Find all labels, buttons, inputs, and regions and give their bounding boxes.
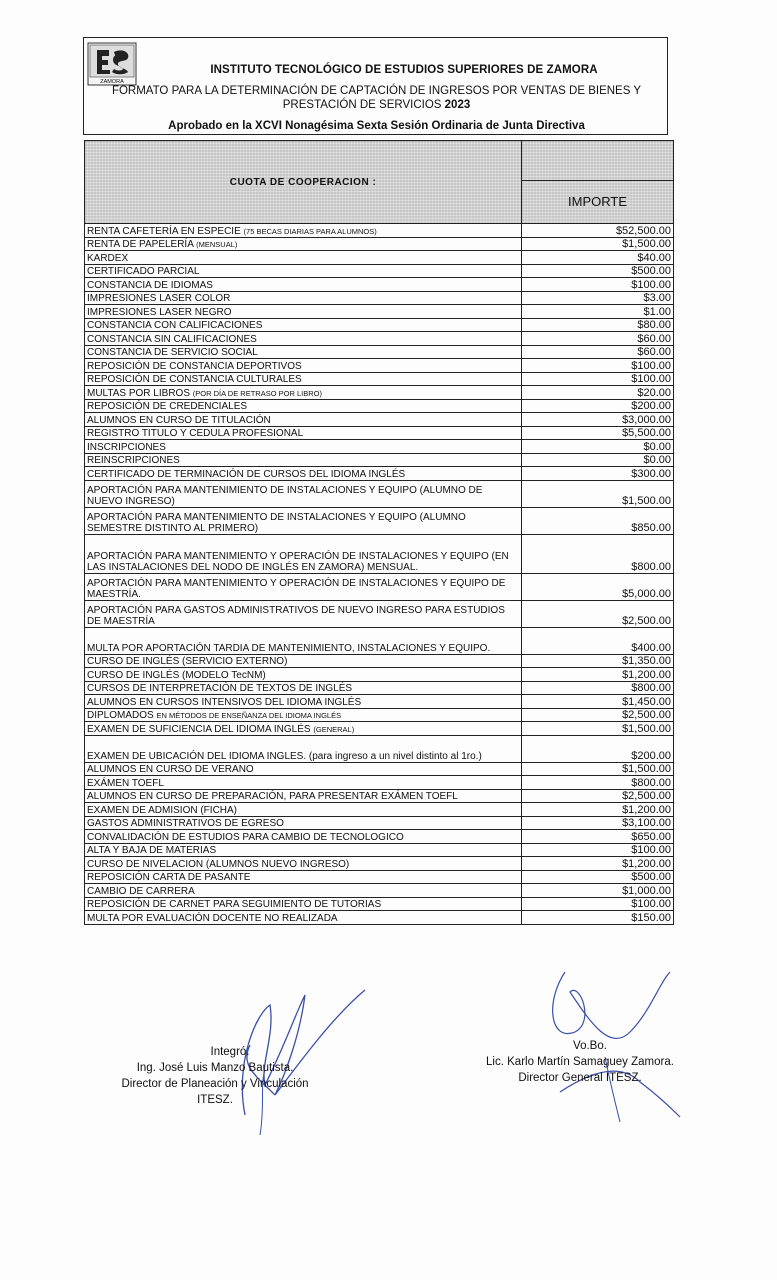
signature-right-role: Vo.Bo. (573, 1040, 607, 1052)
table-row (85, 318, 674, 332)
signature-left-title: Director de Planeación y Vinculación (121, 1078, 309, 1090)
fee-concept (85, 251, 522, 265)
fee-concept (85, 224, 522, 238)
fee-amount: $500.00 (522, 870, 674, 884)
fee-concept (85, 843, 522, 857)
fee-concept (85, 264, 522, 278)
fee-concept-text: CONSTANCIA DE SERVICIO SOCIAL (87, 347, 258, 358)
fee-concept-text: RENTA DE PAPELERÍA (87, 239, 197, 250)
fee-concept-note: (POR DÍA DE RETRASO POR LIBRO) (192, 388, 322, 398)
fee-amount: $1,500.00 (522, 480, 674, 507)
table-header-row (85, 141, 674, 224)
table-row (85, 399, 674, 413)
fee-concept-text: REPOSICIÓN DE CARNET PARA SEGUIMIENTO DE TUTORIAS (87, 899, 382, 910)
fee-concept (85, 627, 522, 654)
fee-concept-text: REGISTRO TITULO Y CEDULA PROFESIONAL (87, 428, 304, 439)
fee-amount: $1,350.00 (522, 654, 674, 668)
fee-concept-text: ALUMNOS EN CURSOS INTENSIVOS DEL IDIOMA INGLÉS (87, 696, 362, 708)
signature-right-name: Lic. Karlo Martín Samaguey Zamora. (486, 1056, 674, 1068)
table-row (85, 857, 674, 871)
fee-concept-text: KARDEX (87, 252, 129, 264)
fee-concept (85, 722, 522, 736)
fee-concept (85, 345, 522, 359)
fee-amount: $300.00 (522, 467, 674, 481)
fee-amount: $3.00 (522, 291, 674, 305)
fee-amount: $2,500.00 (522, 708, 674, 722)
fee-concept-text: CURSO DE INGLÉS (MODELO TecNM) (87, 669, 266, 681)
fee-concept-text: APORTACIÓN PARA MANTENIMIENTO DE INSTALACIONES Y EQUIPO (ALUMNO DE NUEVO INGRESO) (87, 484, 483, 507)
fee-amount: $20.00 (522, 386, 674, 400)
fee-concept (85, 573, 522, 600)
table-row (85, 573, 674, 600)
fee-concept (85, 399, 522, 413)
fee-concept (85, 600, 522, 627)
table-row (85, 735, 674, 762)
table-row (85, 467, 674, 481)
table-row (85, 440, 674, 454)
table-row (85, 386, 674, 400)
fee-amount: $1,200.00 (522, 803, 674, 817)
fee-concept (85, 681, 522, 695)
table-row (85, 681, 674, 695)
fee-amount: $100.00 (522, 843, 674, 857)
fee-concept-text: ALTA Y BAJA DE MATERIAS (87, 845, 217, 856)
fee-concept-text: ALUMNOS EN CURSO DE VERANO (87, 764, 254, 775)
table-row (85, 507, 674, 534)
fee-concept (85, 237, 522, 251)
fee-amount: $3,000.00 (522, 413, 674, 427)
institution-logo (87, 42, 137, 86)
fee-amount: $0.00 (522, 440, 674, 454)
fee-concept-text: CAMBIO DE CARRERA (87, 885, 195, 897)
fee-amount: $150.00 (522, 911, 674, 925)
fee-concept-text: APORTACIÓN PARA MANTENIMIENTO DE INSTALACIONES Y EQUIPO (ALUMNO SEMESTRE DISTINTO AL PRIMERO) (87, 511, 466, 534)
fee-amount: $2,500.00 (522, 600, 674, 627)
table-row (85, 264, 674, 278)
fee-concept-text: CURSO DE INGLÉS (SERVICIO EXTERNO) (87, 656, 288, 667)
fee-amount: $500.00 (522, 264, 674, 278)
fee-concept (85, 507, 522, 534)
table-row (85, 708, 674, 722)
fee-concept-note: (MENSUAL) (196, 240, 238, 249)
fee-concept-text: APORTACIÓN PARA MANTENIMIENTO Y OPERACIÓN DE INSTALACIONES Y EQUIPO DE MAESTRÍA. (87, 577, 506, 600)
fees-table (84, 140, 674, 925)
fee-concept-note: (GENERAL) (313, 724, 355, 734)
fee-concept (85, 426, 522, 440)
fee-amount: $52,500.00 (522, 224, 674, 238)
fee-concept (85, 278, 522, 292)
fee-amount: $2,500.00 (522, 789, 674, 803)
table-row (85, 251, 674, 265)
fee-amount: $650.00 (522, 830, 674, 844)
fee-concept-text: APORTACIÓN PARA MANTENIMIENTO Y OPERACIÓN DE INSTALACIONES Y EQUIPO (EN LAS INSTALACIONES DEL NODO DE INGLÉS EN ZAMORA) MENSUAL. (87, 550, 509, 573)
fee-amount: $200.00 (522, 735, 674, 762)
fee-concept-text: IMPRESIONES LASER NEGRO (87, 306, 232, 318)
table-row (85, 600, 674, 627)
fee-amount: $1,500.00 (522, 762, 674, 776)
fee-concept (85, 453, 522, 467)
table-row (85, 345, 674, 359)
fee-concept (85, 534, 522, 573)
table-row (85, 789, 674, 803)
fee-amount: $800.00 (522, 534, 674, 573)
signature-left-org: ITESZ. (197, 1094, 233, 1106)
table-row (85, 762, 674, 776)
svg-text:ZAMORA: ZAMORA (100, 79, 124, 85)
fee-concept (85, 291, 522, 305)
fee-concept-text: CURSO DE NIVELACION (ALUMNOS NUEVO INGRESO) (87, 858, 350, 870)
fee-amount: $800.00 (522, 681, 674, 695)
fee-amount: $1,200.00 (522, 857, 674, 871)
fee-amount: $100.00 (522, 897, 674, 911)
fee-concept-text: CURSOS DE INTERPRETACIÓN DE TEXTOS DE INGLÉS (87, 683, 353, 694)
fee-concept (85, 413, 522, 427)
table-row (85, 305, 674, 319)
fee-concept-text: EXAMEN DE ADMISION (FICHA) (87, 804, 238, 816)
table-row (85, 278, 674, 292)
fee-concept-text: GASTOS ADMINISTRATIVOS DE EGRESO (87, 818, 284, 829)
table-row (85, 843, 674, 857)
format-title (94, 84, 659, 112)
fee-amount: $60.00 (522, 332, 674, 346)
fee-concept (85, 857, 522, 871)
fee-amount: $5,000.00 (522, 573, 674, 600)
fee-concept-text: ALUMNOS EN CURSO DE PREPARACIÓN, PARA PRESENTAR EXÁMEN TOEFL (87, 791, 458, 802)
fee-concept-note: (75 BECAS DIARIAS PARA ALUMNOS) (243, 226, 377, 236)
fee-concept-text: APORTACIÓN PARA GASTOS ADMINISTRATIVOS DE NUEVO INGRESO PARA ESTUDIOS DE MAESTRÍA (87, 604, 505, 627)
fee-concept-text: EXAMEN DE SUFICIENCIA DEL IDIOMA INGLÉS (87, 723, 314, 735)
table-row (85, 480, 674, 507)
fee-concept (85, 776, 522, 790)
signature-block-left (100, 1044, 330, 1108)
column-header-concept: CUOTA DE COOPERACION : (85, 141, 522, 224)
table-row (85, 776, 674, 790)
column-header-amount-cell (522, 141, 674, 224)
fee-concept-text: CONSTANCIA SIN CALIFICACIONES (87, 333, 257, 345)
signature-left-role: Integró. (210, 1046, 250, 1058)
fee-amount: $1,500.00 (522, 237, 674, 251)
fee-concept (85, 735, 522, 762)
fee-amount: $80.00 (522, 318, 674, 332)
fee-concept (85, 830, 522, 844)
fee-concept-text: CONSTANCIA DE IDIOMAS (87, 279, 213, 291)
fee-amount: $3,100.00 (522, 816, 674, 830)
table-row (85, 897, 674, 911)
table-row (85, 911, 674, 925)
approval-note: Aprobado en la XCVI Nonagésima Sexta Sesión Ordinaria de Junta Directiva (168, 120, 585, 132)
fee-concept-text: REPOSICIÓN DE CREDENCIALES (87, 401, 248, 412)
table-row (85, 722, 674, 736)
fee-amount: $5,500.00 (522, 426, 674, 440)
table-row (85, 332, 674, 346)
fee-amount: $1.00 (522, 305, 674, 319)
fee-concept (85, 440, 522, 454)
table-row (85, 224, 674, 238)
signature-block-right (470, 1038, 690, 1086)
fee-amount: $1,500.00 (522, 722, 674, 736)
fee-amount: $400.00 (522, 627, 674, 654)
fee-concept-text: REPOSICIÓN DE CONSTANCIA CULTURALES (87, 374, 302, 385)
fee-concept (85, 386, 522, 400)
fee-amount: $1,200.00 (522, 668, 674, 682)
fee-concept-note: EN MÉTODOS DE ENSEÑANZA DEL IDIOMA INGLÉS (156, 711, 342, 720)
table-row (85, 359, 674, 373)
fee-amount: $100.00 (522, 372, 674, 386)
fee-concept (85, 789, 522, 803)
table-row (85, 426, 674, 440)
table-row (85, 668, 674, 682)
fee-concept (85, 372, 522, 386)
table-row (85, 816, 674, 830)
fee-concept-text: MULTA POR EVALUACIÓN DOCENTE NO REALIZADA (87, 912, 338, 924)
fee-concept (85, 359, 522, 373)
fee-amount: $1,000.00 (522, 884, 674, 898)
signature-left-name: Ing. José Luis Manzo Bautista. (136, 1062, 294, 1074)
table-row (85, 372, 674, 386)
fee-concept (85, 897, 522, 911)
format-title-line2: PRESTACIÓN DE SERVICIOS (282, 99, 442, 111)
table-row (85, 534, 674, 573)
fee-concept (85, 911, 522, 925)
fee-concept (85, 803, 522, 817)
fee-amount: $1,450.00 (522, 695, 674, 709)
fee-concept (85, 884, 522, 898)
fee-concept-text: IMPRESIONES LASER COLOR (87, 293, 231, 304)
fee-concept-text: EXÁMEN TOEFL (87, 777, 164, 789)
fee-concept (85, 762, 522, 776)
fee-concept-text: CERTIFICADO DE TERMINACIÓN DE CURSOS DEL IDIOMA INGLÉS (87, 468, 406, 480)
fee-concept (85, 480, 522, 507)
table-row (85, 803, 674, 817)
table-row (85, 237, 674, 251)
fee-concept-text: MULTA POR APORTACIÓN TARDIA DE MANTENIMIENTO, INSTALACIONES Y EQUIPO. (87, 642, 491, 654)
fee-concept (85, 332, 522, 346)
table-row (85, 413, 674, 427)
document-header (83, 37, 668, 135)
fee-concept (85, 668, 522, 682)
fee-amount: $0.00 (522, 453, 674, 467)
fee-concept-text: REINSCRIPCIONES (87, 455, 180, 466)
format-title-line1: FORMATO PARA LA DETERMINACIÓN DE CAPTACIÓN DE INGRESOS POR VENTAS DE BIENES Y (111, 85, 642, 97)
fee-amount: $100.00 (522, 278, 674, 292)
fee-concept-text: CERTIFICADO PARCIAL (87, 266, 200, 277)
fee-concept (85, 467, 522, 481)
table-row (85, 870, 674, 884)
fee-concept-text: RENTA CAFETERÍA EN ESPECIE (87, 225, 244, 237)
fee-concept (85, 870, 522, 884)
fee-concept-text: REPOSICIÓN CARTA DE PASANTE (87, 872, 251, 883)
format-year: 2023 (444, 99, 471, 111)
fee-concept (85, 305, 522, 319)
table-row (85, 453, 674, 467)
fee-amount: $60.00 (522, 345, 674, 359)
fee-concept (85, 318, 522, 332)
fee-concept-text: CONVALIDACIÓN DE ESTUDIOS PARA CAMBIO DE TECNOLOGICO (87, 831, 404, 843)
fee-amount: $850.00 (522, 507, 674, 534)
fee-concept (85, 708, 522, 722)
fee-concept-text: MULTAS POR LIBROS (87, 387, 193, 399)
table-row (85, 291, 674, 305)
signature-right-title: Director General ITESZ. (518, 1072, 642, 1084)
table-row (85, 695, 674, 709)
fee-concept (85, 816, 522, 830)
table-row (85, 654, 674, 668)
fee-concept-text: CONSTANCIA CON CALIFICACIONES (87, 320, 263, 331)
fee-concept (85, 654, 522, 668)
fee-amount: $100.00 (522, 359, 674, 373)
column-header-amount: IMPORTE (522, 180, 673, 223)
fee-amount: $800.00 (522, 776, 674, 790)
fee-concept-text: EXAMEN DE UBICACIÓN DEL IDIOMA INGLES. (para ingreso a un nivel distinto al 1ro.) (87, 750, 482, 762)
fee-concept (85, 695, 522, 709)
institution-name: INSTITUTO TECNOLÓGICO DE ESTUDIOS SUPERIORES DE ZAMORA (210, 64, 598, 76)
fee-amount: $200.00 (522, 399, 674, 413)
fee-concept-text: REPOSICIÓN DE CONSTANCIA DEPORTIVOS (87, 360, 302, 372)
fee-concept-text: DIPLOMADOS (87, 710, 157, 721)
fee-concept-text: ALUMNOS EN CURSO DE TITULACIÓN (87, 414, 271, 426)
table-row (85, 830, 674, 844)
fee-concept-text: INSCRIPCIONES (87, 441, 166, 453)
fee-amount: $40.00 (522, 251, 674, 265)
table-row (85, 627, 674, 654)
table-row (85, 884, 674, 898)
